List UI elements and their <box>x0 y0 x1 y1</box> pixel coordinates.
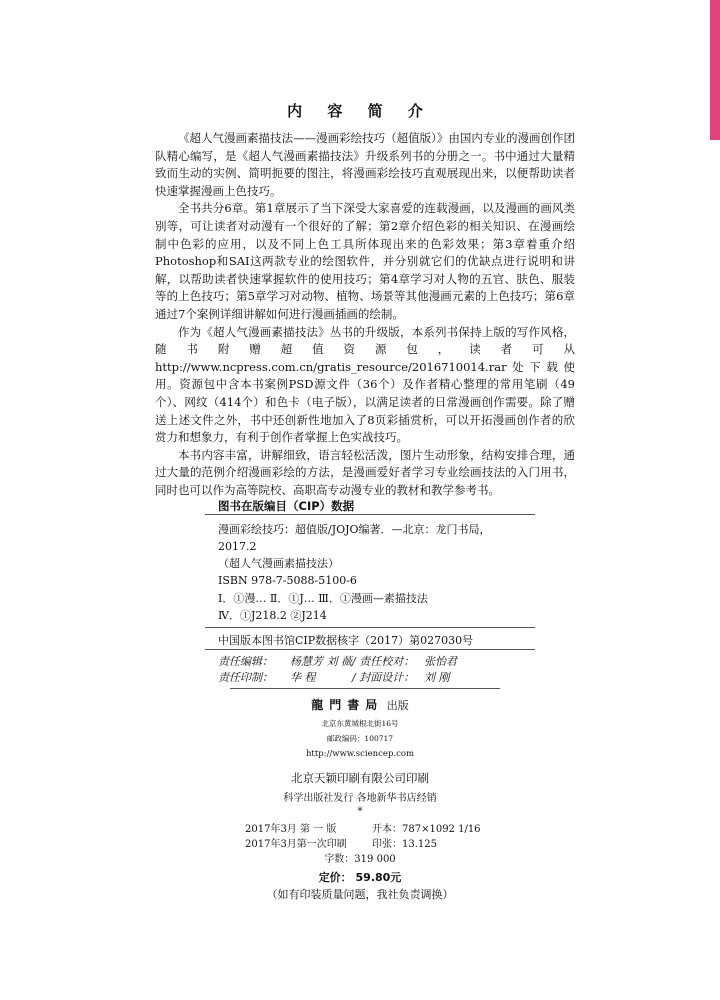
cip-series-line: （超人气漫画素描技法） <box>218 557 339 570</box>
cip-bottom-rule <box>205 649 535 650</box>
cip-top-rule <box>205 514 535 515</box>
edition-first: 2017年3月 第 一 版 <box>245 824 337 835</box>
spec-info <box>372 822 481 852</box>
cip-classification <box>218 590 428 624</box>
spec-sheets: 印张：13.125 <box>372 839 437 850</box>
printer-line: 北京天颖印刷有限公司印刷 <box>291 771 429 785</box>
staff-value: 华 程 <box>290 671 316 684</box>
quality-note: （如有印装质量问题，我社负责调换） <box>266 888 454 901</box>
cip-class-line-2: Ⅳ．①J218.2 ②J214 <box>218 609 327 622</box>
publisher-brand: 龍門書局 <box>311 698 384 712</box>
star-separator: * <box>357 806 363 817</box>
staff-row-2 <box>218 670 457 686</box>
intro-text <box>155 130 575 499</box>
cip-record <box>218 521 538 589</box>
spec-format: 开本：787×1092 1/16 <box>372 824 481 835</box>
publisher-line <box>0 696 720 713</box>
staff-credits <box>218 654 457 686</box>
staff-value: 杨慧芳 刘 薇 <box>290 655 352 668</box>
publisher-postcode: 邮政编码：100717 <box>326 734 394 743</box>
staff-label: / 责任校对： <box>352 655 415 668</box>
staff-label: / 封面设计： <box>352 671 415 684</box>
publisher-address: 北京东黄城根北街16号 <box>321 719 399 728</box>
page-title: 内 容 简 介 <box>287 102 433 120</box>
cip-heading: 图书在版编目（CIP）数据 <box>218 499 355 513</box>
staff-row-1 <box>218 654 457 670</box>
cip-date-line: 2017.2 <box>218 540 257 553</box>
spec-words: 字数：319 000 <box>324 854 396 865</box>
intro-paragraph-1: 《超人气漫画素描技法——漫画彩绘技巧（超值版）》由国内专业的漫画创作团队精心编写，是《超人气漫画素描技法》升级系列书的分册之一。书中通过大量精致而生动的实例、简明扼要的图注，将漫画彩绘技巧直观展现出来，以便帮助读者快速掌握漫画上色技巧。 <box>155 131 575 198</box>
intro-paragraph-3: 作为《超人气漫画素描技法》丛书的升级版，本系列书保持上版的写作风格，随书附赠超值资源包，读者可从http://www.ncpress.com.cn/gratis_resource/2016710014.rar处下载使用。资源包中含本书案例PSD源文件（36个）及作者精心整理的常用笔刷（49个）、网纹（414个）和色卡（电子版），以满足读者的日常漫画创作需要。除了赠送上述文件之外，书中还创新性地加入了8页彩插赏析，可以开拓漫画创作者的欣赏力和想象力，有利于创作者掌握上色实战技巧。 <box>155 324 575 445</box>
staff-label: 责任编辑： <box>218 655 273 668</box>
edition-printing: 2017年3月第一次印刷 <box>245 839 347 850</box>
intro-paragraph-4: 本书内容丰富，讲解细致，语言轻松活泼，图片生动形象，结构安排合理，通过大量的范例介绍漫画彩绘的方法，是漫画爱好者学习专业绘画技法的入门用书，同时也可以作为高等院校、高职高专动漫专业的教材和教学参考书。 <box>155 447 575 497</box>
edition-info <box>245 822 347 852</box>
price-line: 定价： 59.80元 <box>318 871 402 884</box>
publisher-url: http://www.sciencep.com <box>305 749 415 759</box>
cip-class-line-1: Ⅰ．①漫… Ⅱ．①J… Ⅲ．①漫画—素描技法 <box>218 592 428 605</box>
staff-value: 张怡君 <box>424 655 457 668</box>
staff-rule <box>230 688 500 689</box>
cip-middle-rule <box>205 627 535 628</box>
cip-number: 中国版本图书馆CIP数据核字（2017）第027030号 <box>218 634 474 647</box>
cip-title-line: 漫画彩绘技巧：超值版/JOJO编著．—北京：龙门书局， <box>218 523 491 536</box>
cip-isbn-line: ISBN 978-7-5088-5100-6 <box>218 574 357 587</box>
staff-label: 责任印制： <box>218 671 273 684</box>
distribution-line: 科学出版社发行 各地新华书店经销 <box>283 793 437 804</box>
publisher-suffix: 出版 <box>386 699 409 712</box>
intro-paragraph-2: 全书共分6章。第1章展示了当下深受大家喜爱的连载漫画，以及漫画的画风类别等，可让读者对动漫有一个很好的了解；第2章介绍色彩的相关知识、在漫画绘制中色彩的应用，以及不同上色工具所体现出来的色彩效果；第3章着重介绍Photoshop和SAI这两款专业的绘图软件，并分别就它们的优缺点进行说明和讲解，以帮助读者快速掌握软件的使用技巧；第4章学习对人物的五官、肤色、服装等的上色技巧；第5章学习对动物、植物、场景等其他漫画元素的上色技巧；第6章通过7个案例详细讲解如何进行漫画插画的绘制。 <box>155 201 575 321</box>
staff-value: 刘 刚 <box>424 671 450 684</box>
